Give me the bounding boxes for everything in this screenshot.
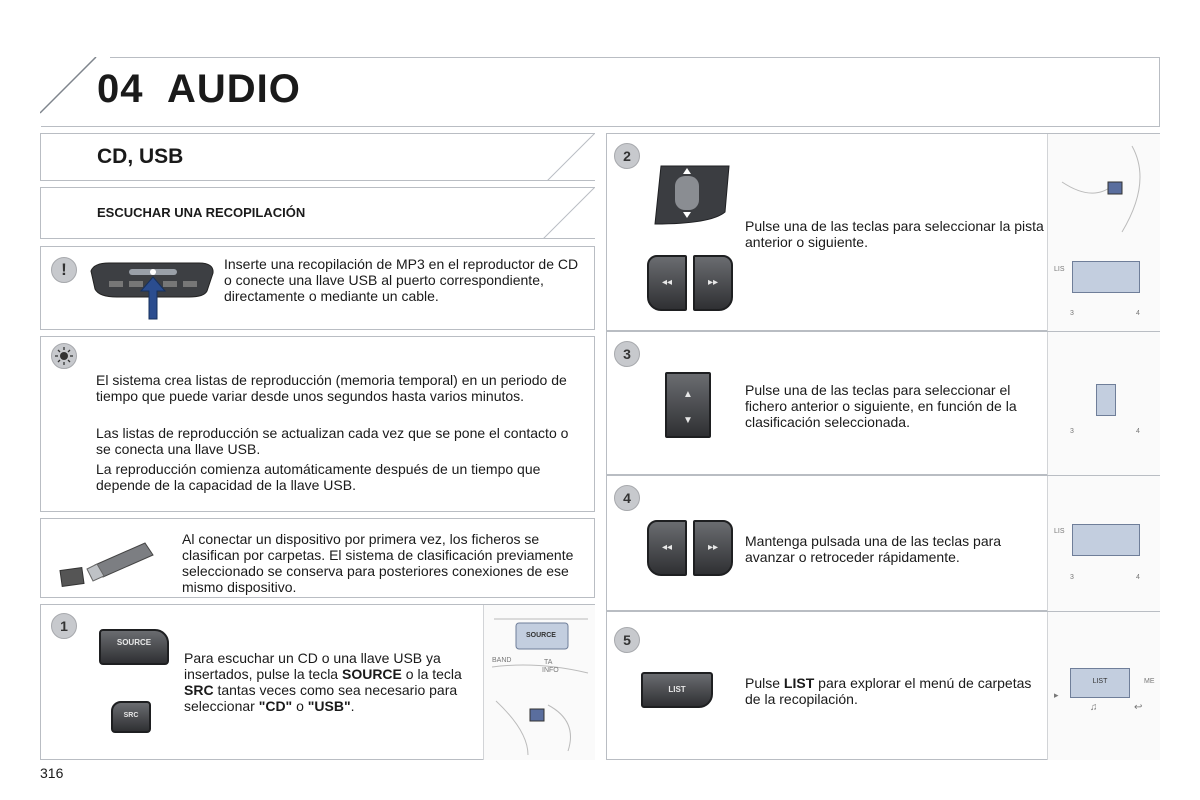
step-3-badge: 3 (614, 341, 640, 367)
section-subtitle: ESCUCHAR UNA RECOPILACIÓN (97, 205, 306, 220)
src-key-label: SRC (123, 712, 139, 719)
step-1-badge: 1 (51, 613, 77, 639)
thumb-ta-label: TA (544, 659, 553, 666)
thumb-info-label: INFO (542, 667, 559, 674)
tip-paragraph-3: La reproducción comienza automáticamente después de un tiempo que depende de la capacidad de la llave USB. (96, 461, 541, 493)
step-1-box (40, 604, 595, 760)
chapter-number: 04 (97, 67, 144, 111)
step-5-badge: 5 (614, 627, 640, 653)
list-key (641, 672, 713, 708)
step-4-text: Mantenga pulsada una de las teclas para avanzar o retroceder rápidamente. (745, 533, 1002, 565)
step-5-box (606, 611, 1160, 760)
step-3-box (606, 331, 1160, 475)
step-5-thumbnail: LIST ME ▸ ♫ ↩ (1047, 612, 1160, 760)
scroll-wheel-icon (651, 162, 733, 226)
tip-paragraph-1: El sistema crea listas de reproducción (memoria temporal) en un periodo de tiempo que puede variar desde unos segundos hasta varios minutos. (96, 372, 567, 404)
list-key-label: LIST (668, 685, 686, 694)
step-2-text: Pulse una de las teclas para seleccionar la pista anterior o siguiente. (745, 218, 1044, 250)
tip-paragraph-2: Las listas de reproducción se actualizan cada vez que se pone el contacto o se conecta una llave USB. (96, 425, 569, 457)
music-note-icon: ♫ (1090, 702, 1098, 713)
step-2-thumbnail: LIS 3 4 (1047, 134, 1160, 331)
step-2-box (606, 133, 1160, 331)
step-1-text: Para escuchar un CD o una llave USB ya insertados, pulse la tecla SOURCE o la tecla SRC tantas veces como sea necesario para seleccionar "CD" o "USB". (184, 650, 462, 714)
step-5-text: Pulse LIST para explorar el menú de carpetas de la recopilación. (745, 675, 1032, 707)
tip-box (40, 336, 595, 512)
warning-text: Inserte una recopilación de MP3 en el reproductor de CD o conecte una llave USB al puerto correspondiente, directamente o mediante un cable. (224, 256, 579, 304)
usb-info-text: Al conectar un dispositivo por primera vez, los ficheros se clasifican por carpetas. El sistema de clasificación previamente seleccionado se conserva para posteriores conexiones de ese mismo dispositivo. (182, 531, 574, 595)
source-key-label: SOURCE (116, 638, 152, 647)
rewind-button: ◂◂ (647, 520, 687, 576)
step-4-thumbnail: LIS 3 4 (1047, 476, 1160, 611)
usb-key-illustration (57, 537, 157, 589)
lightbulb-icon (51, 343, 77, 369)
chapter-title: AUDIO (167, 67, 301, 111)
step-4-badge: 4 (614, 485, 640, 511)
previous-track-button: ◂◂ (647, 255, 687, 311)
step-2-badge: 2 (614, 143, 640, 169)
step-3-thumbnail: 3 4 (1047, 332, 1160, 475)
step-4-box (606, 475, 1160, 611)
thumb-arrow-keys (1072, 261, 1140, 293)
usb-info-box (40, 518, 595, 598)
return-icon: ↩ (1134, 702, 1143, 713)
cd-player-illustration (89, 261, 217, 321)
header-notch (40, 57, 100, 127)
warning-icon: ! (51, 257, 77, 283)
thumb-source-label: SOURCE (526, 632, 556, 639)
up-down-folder-buttons: ▲ ▼ (665, 372, 711, 438)
next-track-button: ▸▸ (693, 255, 733, 311)
section-title: CD, USB (97, 145, 184, 168)
page-number: 316 (40, 765, 64, 781)
step-3-text: Pulse una de las teclas para seleccionar el fichero anterior o siguiente, en función de la clasificación seleccionada. (745, 382, 1017, 430)
fast-forward-button: ▸▸ (693, 520, 733, 576)
source-key (99, 629, 169, 665)
thumb-list-key: LIST (1070, 668, 1130, 698)
step-1-thumbnail (483, 605, 595, 760)
thumb-updown-key (1096, 384, 1116, 416)
warning-box (40, 246, 595, 330)
thumb-band-label: BAND (492, 657, 512, 664)
src-key (111, 701, 151, 733)
thumb-seek-keys (1072, 524, 1140, 556)
